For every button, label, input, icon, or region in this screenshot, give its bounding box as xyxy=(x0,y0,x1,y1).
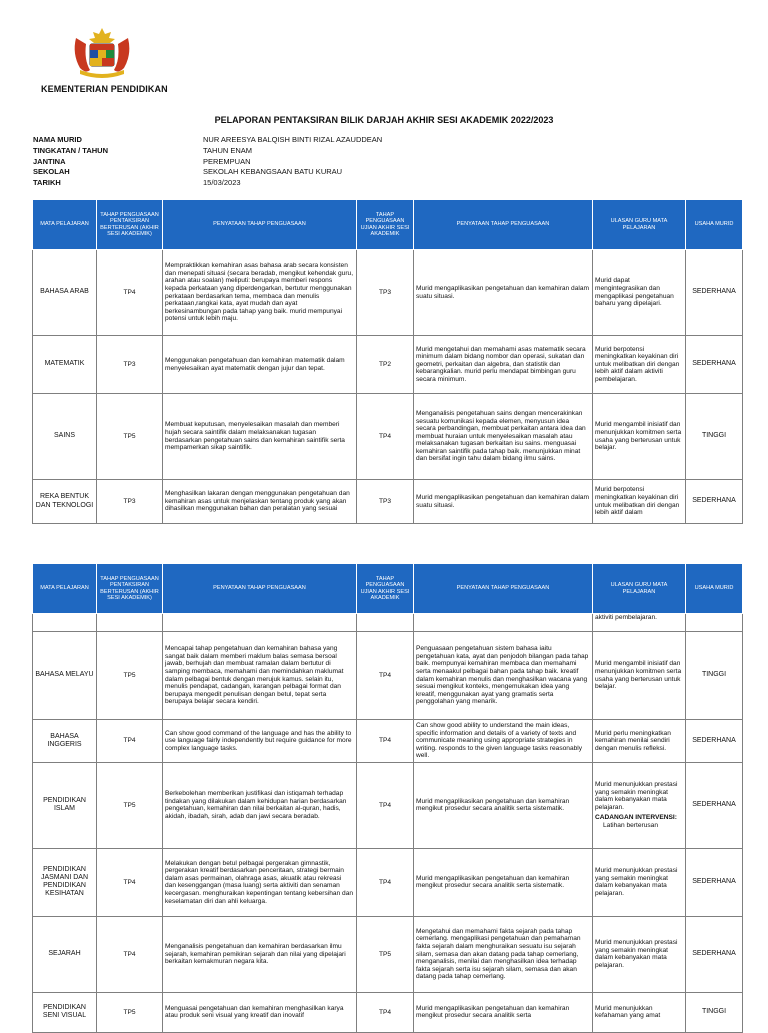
subject-cell: BAHASA MELAYU xyxy=(33,632,97,720)
statement2-cell: Penguasaan pengetahuan sistem bahasa iaitu pengetahuan kata, ayat dan penjodoh bilangan pada tahap baik. mempunyai kemahiran membaca dan memahami serta menaakul pelbagai bahan pada tahap baik. kreatif dalam kemahiran menulis dan menghasilkan wacana yang sesuai mengikut konteks, mengemukakan idea yang kreatif, menggunakan ayat yang gramatis serta penggolahan yang menarik. xyxy=(414,632,593,720)
tp-exam-cell: TP4 xyxy=(357,720,414,763)
statement1-cell: Berkebolehan memberikan justifikasi dan istiqamah terhadap tindakan yang dilakukan dalam kehidupan harian berdasarkan pengetahuan, kemahiran dan nilai berkaitan al-quran, hadis, akidah, ibadah, sirah, adab dan jawi secara beradab. xyxy=(163,762,357,848)
table-row xyxy=(33,480,743,524)
tp-continuous-cell: TP5 xyxy=(97,762,163,848)
tp-continuous-cell: TP4 xyxy=(97,250,163,336)
teacher-review-cell: Murid menunjukkan kefahaman yang amat xyxy=(593,992,686,1032)
tp-continuous-cell: TP5 xyxy=(97,632,163,720)
school-label: SEKOLAH xyxy=(33,167,70,177)
subject-cell: PENDIDIKAN JASMANI DAN PENDIDIKAN KESIHATAN xyxy=(33,848,97,916)
subject-cell: BAHASA INGGERIS xyxy=(33,720,97,763)
table-row xyxy=(33,250,743,336)
subject-cell: SEJARAH xyxy=(33,916,97,992)
effort-cell: SEDERHANA xyxy=(686,720,743,763)
effort-cell: SEDERHANA xyxy=(686,916,743,992)
subject-cell: PENDIDIKAN SENI VISUAL xyxy=(33,992,97,1032)
ministry-name: KEMENTERIAN PENDIDIKAN xyxy=(41,84,168,94)
statement1-cell: Melakukan dengan betul pelbagai pergerakan gimnastik, pergerakan kreatif berdasarkan penceritaan, strategi bermain dalam asas permainan, olahraga asas, akuatik atau rekreasi dan kesenggangan (masa luang) serta aktiviti dan senaman kecergasan. menghuraikan kepentingan tentang kebersihan dan keselamatan diri dan ahli keluarga. xyxy=(163,848,357,916)
table-row xyxy=(33,394,743,480)
statement2-cell: Murid mengaplikasikan pengetahuan dan kemahiran mengikut prosedur secara analitik serta sistematik. xyxy=(414,762,593,848)
statement1-cell: Can show good command of the language and has the ability to use language fairly independently but require guidance for more complex language tasks. xyxy=(163,720,357,763)
teacher-review-cell: Murid perlu meningkatkan kemahiran menilai sendiri dengan menulis refleksi. xyxy=(593,720,686,763)
effort-cell: SEDERHANA xyxy=(686,250,743,336)
effort-cell: TINGGI xyxy=(686,992,743,1032)
col-tp-continuous-header: TAHAP PENGUASAAN PENTAKSIRAN BERTERUSAN (AKHIR SESI AKADEMIK) xyxy=(97,200,163,250)
statement1-cell: Menghasilkan lakaran dengan menggunakan pengetahuan dan kemahiran asas untuk menjelaskan tentang produk yang akan dihasilkan menggunakan bahan dan peralatan yang sesuai xyxy=(163,480,357,524)
col-review-header: ULASAN GURU MATA PELAJARAN xyxy=(593,200,686,250)
table-row xyxy=(33,916,743,992)
report-date: 15/03/2023 xyxy=(203,178,241,188)
statement2-cell: Murid mengetahui dan memahami asas matematik secara minimum dalam bidang nombor dan operasi, sukatan dan geometri, perkaitan dan algebra, dan statistik dan kebarangkalian. murid perlu mendapat bimbingan guru secara minimum. xyxy=(414,336,593,394)
statement2-cell: Murid mengaplikasikan pengetahuan dan kemahiran mengikut prosedur secara analitik serta sistematik. xyxy=(414,848,593,916)
statement2-cell: Murid mengaplikasikan pengetahuan dan kemahiran dalam suatu situasi. xyxy=(414,250,593,336)
table-row xyxy=(33,632,743,720)
tp-continuous-cell: TP5 xyxy=(97,394,163,480)
statement1-cell: Membuat keputusan, menyelesaikan masalah dan memberi hujah secara saintifik dalam melaksanakan tugasan berdasarkan pengetahuan sains dan kemahiran saintifik serta mempamerkan sikap saintifik. xyxy=(163,394,357,480)
col-tp-exam-header: TAHAP PENGUASAAN UJIAN AKHIR SESI AKADEMIK xyxy=(357,200,414,250)
statement1-cell: Menganalisis pengetahuan dan kemahiran berdasarkan ilmu sejarah, kemahiran pemikiran sejarah dan nilai yang dipelajari berkaitan kemakmuran negara kita. xyxy=(163,916,357,992)
statement1-cell: Menguasai pengetahuan dan kemahiran menghasilkan karya atau produk seni visual yang kreatif dan inovatif xyxy=(163,992,357,1032)
tp-continuous-cell: TP4 xyxy=(97,916,163,992)
subject-cell: SAINS xyxy=(33,394,97,480)
tp-exam-cell: TP4 xyxy=(357,992,414,1032)
col-review-header: ULASAN GURU MATA PELAJARAN xyxy=(593,564,686,614)
review-text: Murid menunjukkan prestasi yang semakin meningkat dalam kebanyakan mata pelajaran. xyxy=(595,781,678,811)
effort-cell: TINGGI xyxy=(686,394,743,480)
tp-exam-cell: TP3 xyxy=(357,250,414,336)
assessment-table-2 xyxy=(32,563,743,1033)
tp-exam-cell: TP4 xyxy=(357,848,414,916)
effort-cell: SEDERHANA xyxy=(686,336,743,394)
name-label: NAMA MURID xyxy=(33,135,82,144)
report-title: PELAPORAN PENTAKSIRAN BILIK DARJAH AKHIR SESI AKADEMIK 2022/2023 xyxy=(214,115,554,125)
coat-of-arms-logo xyxy=(70,24,134,80)
subject-cell: REKA BENTUK DAN TEKNOLOGI xyxy=(33,480,97,524)
col-subject-header: MATA PELAJARAN xyxy=(33,200,97,250)
tp-exam-cell: TP4 xyxy=(357,394,414,480)
tp-continuous-cell: TP4 xyxy=(97,720,163,763)
grade-label: TINGKATAN / TAHUN xyxy=(33,145,108,155)
teacher-review-cell: Murid menunjukkan prestasi yang semakin meningkat dalam kebanyakan mata pelajaran. xyxy=(593,916,686,992)
student-gender: PEREMPUAN xyxy=(203,156,251,166)
tp-exam-cell: TP4 xyxy=(357,632,414,720)
tp-exam-cell: TP5 xyxy=(357,916,414,992)
teacher-review-cell: Murid berpotensi meningkatkan keyakinan diri untuk melibatkan diri dengan lebih aktif dalam xyxy=(593,480,686,524)
subject-cell: PENDIDIKAN ISLAM xyxy=(33,762,97,848)
col-tp-exam-header: TAHAP PENGUASAAN UJIAN AKHIR SESI AKADEMIK xyxy=(357,564,414,614)
statement1-cell: Mencapai tahap pengetahuan dan kemahiran bahasa yang sangat baik dalam memberi maklum balas semasa bersoal jawab, berhujah dan membuat ramalan dalam bertutur di samping membaca, memahami dan memindahkan maklumat dalam pelbagai bentuk dengan merujuk kamus. selain itu, menulis pendapat, cadangan, karangan pelbagai format dan berupaya mengedit penulisan dengan betul, tepat serta berupaya belajar secara kendiri. xyxy=(163,632,357,720)
col-effort-header: USAHA MURID xyxy=(686,564,743,614)
col-statement1-header: PENYATAAN TAHAP PENGUASAAN xyxy=(163,200,357,250)
student-name: NUR AREESYA BALQISH BINTI RIZAL AZAUDDEAN xyxy=(203,135,383,144)
student-school: SEKOLAH KEBANGSAAN BATU KURAU xyxy=(203,167,343,177)
col-subject-header: MATA PELAJARAN xyxy=(33,564,97,614)
student-info xyxy=(33,135,382,189)
teacher-review-cell: Murid mengambil inisiatif dan menunjukkan komitmen serta usaha yang berterusan untuk belajar. xyxy=(593,394,686,480)
col-effort-header: USAHA MURID xyxy=(686,200,743,250)
date-label: TARIKH xyxy=(33,178,61,188)
tp-continuous-cell: TP4 xyxy=(97,848,163,916)
teacher-review-cell: Murid dapat mengintegrasikan dan mengaplikasi pengetahuan baharu yang dipelajari. xyxy=(593,250,686,336)
gender-label: JANTINA xyxy=(33,156,66,166)
effort-cell: SEDERHANA xyxy=(686,480,743,524)
statement2-cell: Murid mengaplikasikan pengetahuan dan kemahiran mengikut prosedur secara analitik serta xyxy=(414,992,593,1032)
tp-exam-cell: TP3 xyxy=(357,480,414,524)
table-row xyxy=(33,720,743,763)
assessment-table-1 xyxy=(32,199,743,524)
statement2-cell: Can show good ability to understand the main ideas, specific information and details of a variety of texts and communicate meaning using appropriate strategies in writing. responds to the given language tasks reasonably well. xyxy=(414,720,593,763)
col-tp-continuous-header: TAHAP PENGUASAAN PENTAKSIRAN BERTERUSAN (AKHIR SESI AKADEMIK) xyxy=(97,564,163,614)
statement2-cell: Murid mengaplikasikan pengetahuan dan kemahiran dalam suatu situasi. xyxy=(414,480,593,524)
statement1-cell: Menggunakan pengetahuan dan kemahiran matematik dalam menyelesaikan ayat matematik dengan jujur dan tepat. xyxy=(163,336,357,394)
tp-exam-cell: TP2 xyxy=(357,336,414,394)
effort-cell: SEDERHANA xyxy=(686,762,743,848)
intervention-title: CADANGAN INTERVENSI: xyxy=(595,814,677,822)
subject-cell: MATEMATIK xyxy=(33,336,97,394)
effort-cell: TINGGI xyxy=(686,632,743,720)
table-row xyxy=(33,336,743,394)
tp-exam-cell: TP4 xyxy=(357,762,414,848)
table-row xyxy=(33,762,743,848)
carryover-review: aktiviti pembelajaran. xyxy=(593,614,686,632)
table-row xyxy=(33,992,743,1032)
teacher-review-cell xyxy=(593,762,686,848)
statement2-cell: Menganalisis pengetahuan sains dengan mencerakinkan sesuatu komunikasi kepada elemen, menyusun idea secara perbandingan, membuat perkaitan antara idea dan membuat huraian untuk menyelesaikan masalah atau melaksanakan tugasan berkaitan isu sains. menguasai kemahiran saintifik pada tahap baik. menunjukkan minat dan bersifat ingin tahu dalam bidang ilmu sains. xyxy=(414,394,593,480)
col-statement2-header: PENYATAAN TAHAP PENGUASAAN xyxy=(414,200,593,250)
tp-continuous-cell: TP3 xyxy=(97,336,163,394)
tp-continuous-cell: TP5 xyxy=(97,992,163,1032)
tp-continuous-cell: TP3 xyxy=(97,480,163,524)
col-statement2-header: PENYATAAN TAHAP PENGUASAAN xyxy=(414,564,593,614)
teacher-review-cell: Murid berpotensi meningkatkan keyakinan diri untuk melibatkan diri dengan lebih aktif dalam aktiviti pembelajaran. xyxy=(593,336,686,394)
student-grade: TAHUN ENAM xyxy=(203,145,253,155)
teacher-review-cell: Murid mengambil inisiatif dan menunjukkan komitmen serta usaha yang berterusan untuk belajar. xyxy=(593,632,686,720)
carryover-row xyxy=(33,614,743,632)
intervention-text: Latihan berterusan xyxy=(603,822,658,830)
teacher-review-cell: Murid menunjukkan prestasi yang semakin meningkat dalam kebanyakan mata pelajaran. xyxy=(593,848,686,916)
subject-cell: BAHASA ARAB xyxy=(33,250,97,336)
statement1-cell: Mempraktikkan kemahiran asas bahasa arab secara konsisten dan menepati situasi (secara beradab, mengikut kehendak guru, arahan atau soalan) meliputi: berupaya memberi respons kepada perkataan yang diperdengarkan, bertutur menggunakan perkataan berdasarkan tema, membaca dan menulis perkataan,rangkai kata, ayat mudah dan ayat berkesinambungan pada tahap yang baik. murid mempunyai potensi untuk lebih maju. xyxy=(163,250,357,336)
col-statement1-header: PENYATAAN TAHAP PENGUASAAN xyxy=(163,564,357,614)
effort-cell: SEDERHANA xyxy=(686,848,743,916)
table-row xyxy=(33,848,743,916)
statement2-cell: Mengetahui dan memahami fakta sejarah pada tahap cemerlang. mengaplikasi pengetahuan dan pemahaman fakta sejarah dalam menghuraikan sesuatu isu sejarah silam, semasa dan akan datang pada tahap cemerlang, menganalisis, menilai dan menghasilkan idea terhadap fakta sejarah serta isu sejarah silam, semasa dan akan datang pada tahap cemerlang. xyxy=(414,916,593,992)
